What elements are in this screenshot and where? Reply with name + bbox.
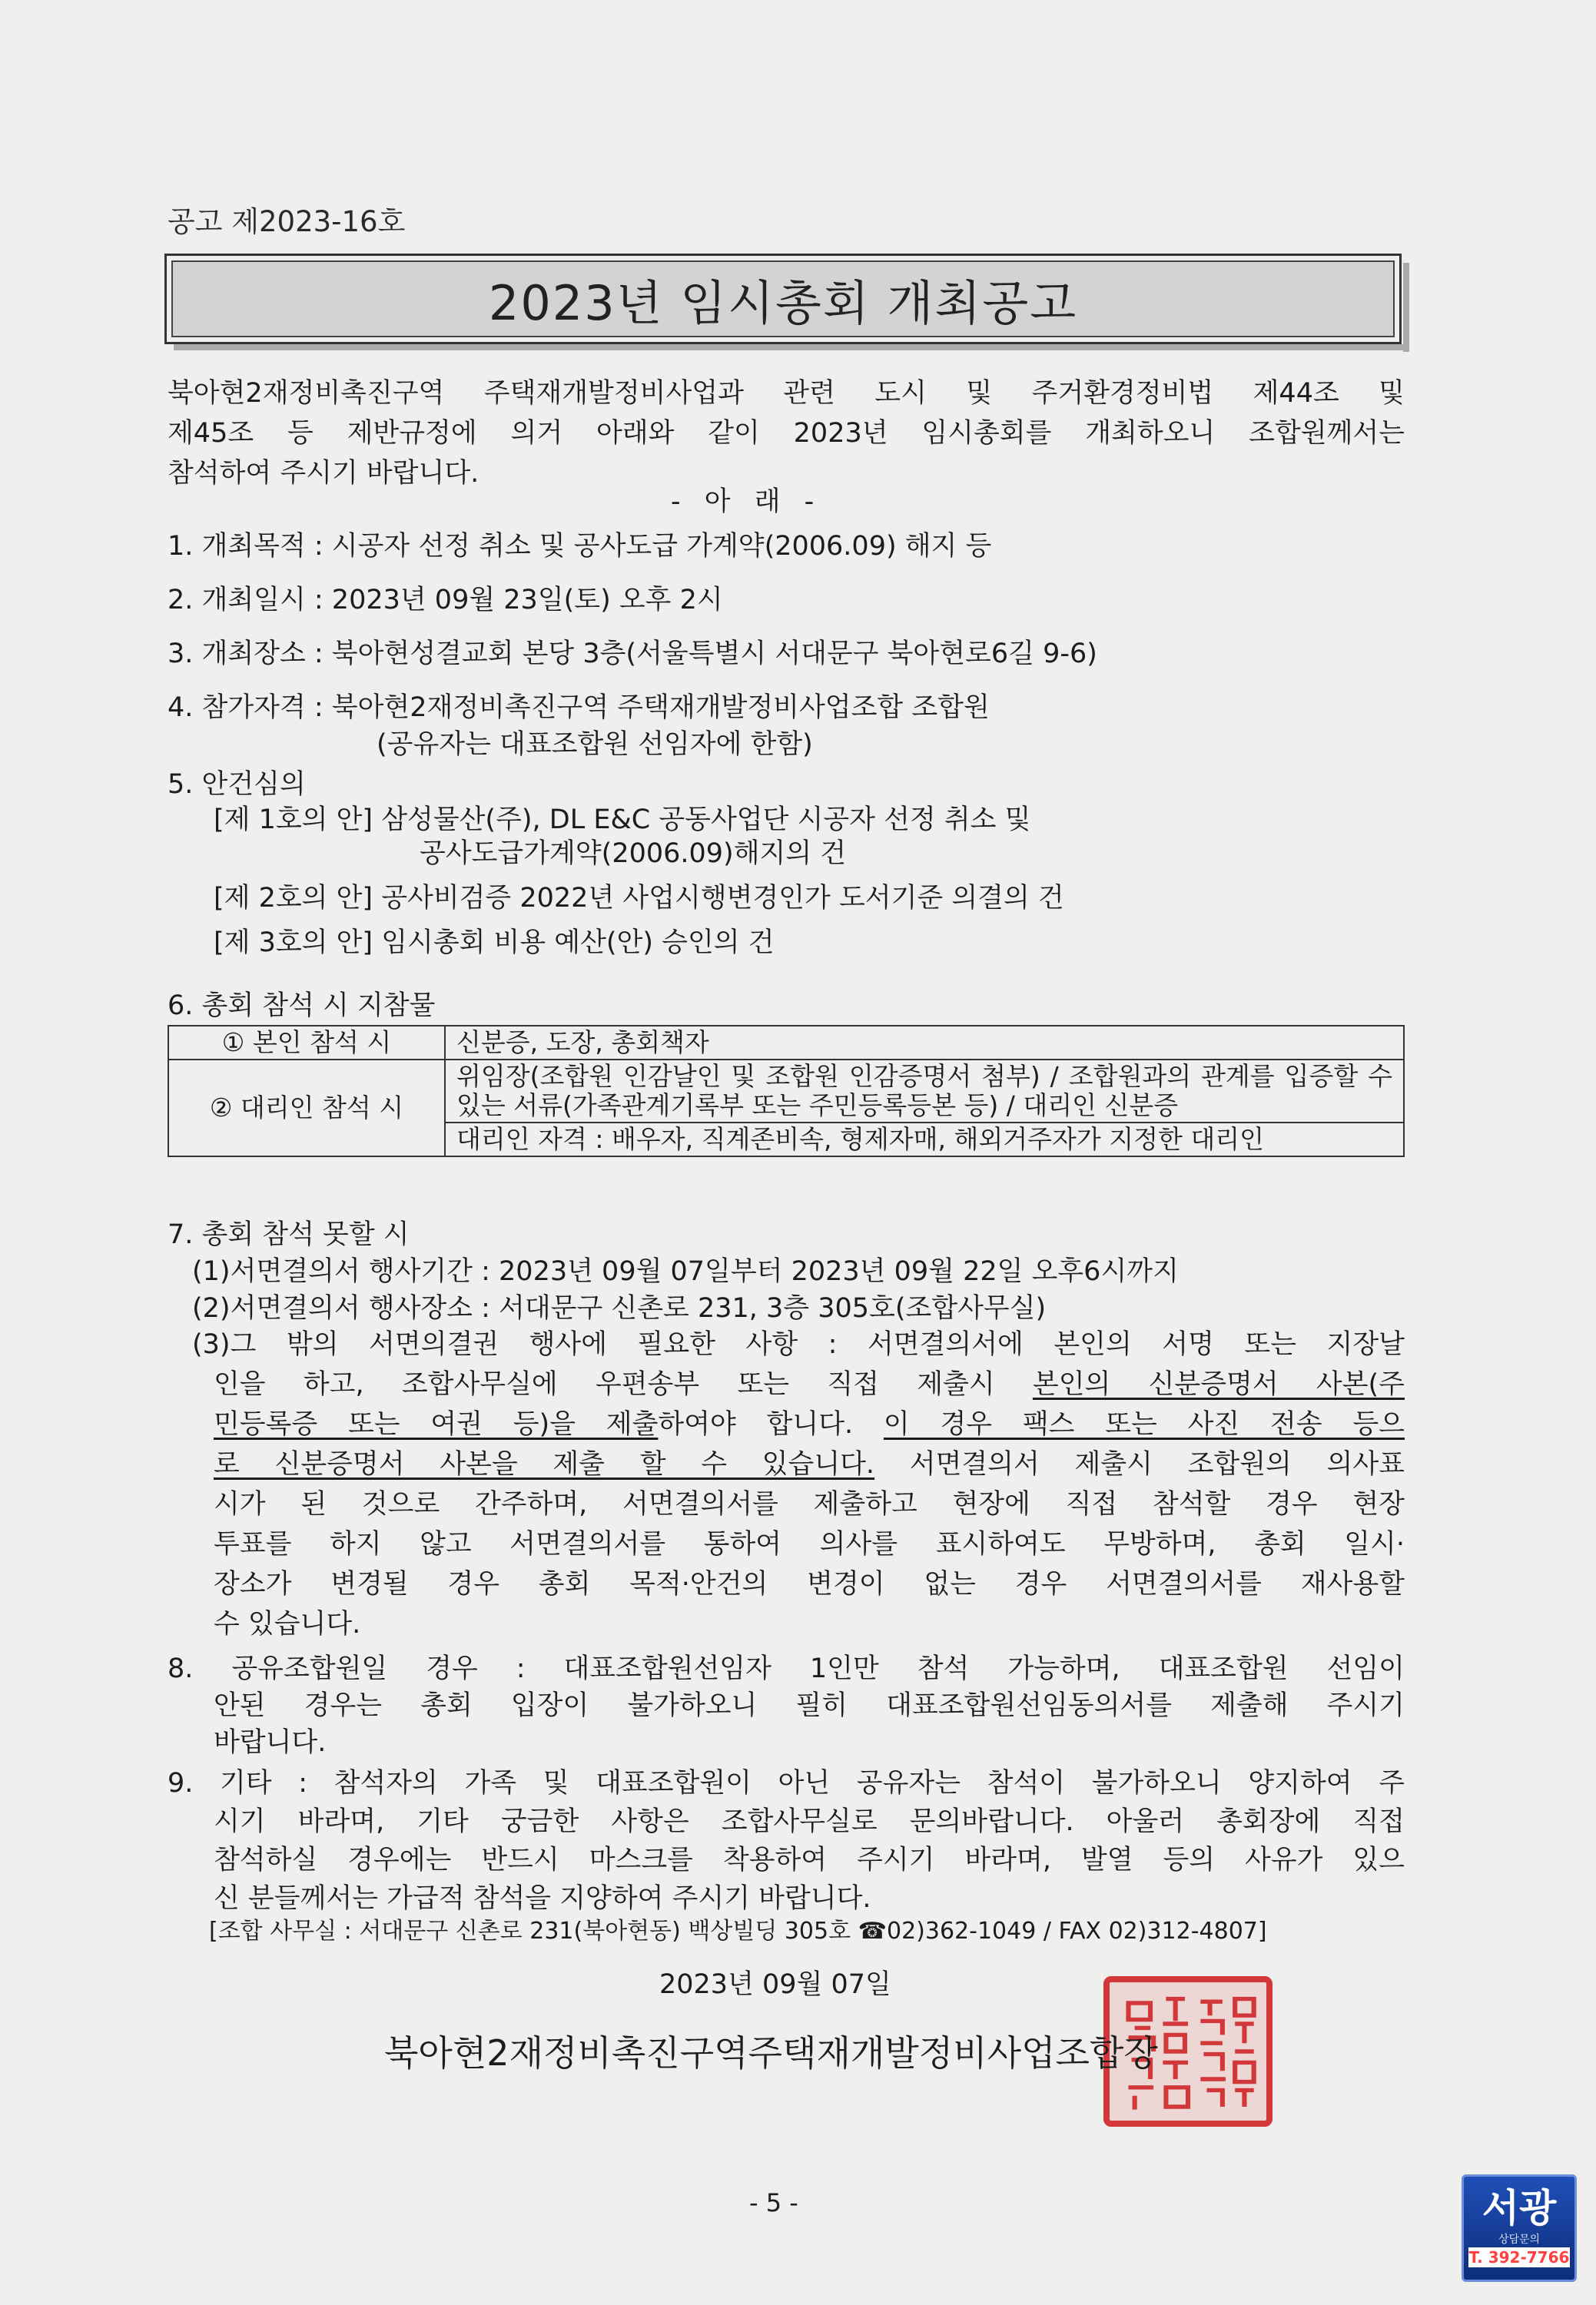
badge-tel: T. 392-7766	[1468, 2248, 1570, 2267]
item-place: 3. 개최장소 : 북아현성결교회 본당 3층(서울특별시 서대문구 북아현로6길 9-6)	[168, 638, 1097, 669]
notice-number: 공고 제2023-16호	[168, 205, 406, 238]
co-owner-notice	[168, 1650, 1405, 1761]
intro-line: 북아현2재정비촉진구역 주택재개발정비사업과 관련 도시 및 주거환경정비법 제44조 및	[168, 378, 1405, 409]
text-line: (3)그 밖의 서면의결권 행사에 필요한 사항 : 서면결의서에 본인의 서명 또는 지장날	[192, 1329, 1405, 1360]
badge-sub: 상담문의	[1498, 2234, 1541, 2246]
issue-date: 2023년 09월 07일	[659, 1969, 891, 2000]
text-line: 바랍니다.	[214, 1727, 327, 1758]
text-line: 장소가 변경될 경우 총회 목적·안건의 변경이 없는 경우 서면결의서를 재사용할	[214, 1569, 1405, 1600]
text-line: 시기 바라며, 기타 궁금한 사항은 조합사무실로 문의바랍니다. 아울러 총회장에 직접	[214, 1806, 1405, 1837]
table-cell: ① 본인 참석 시	[168, 1026, 445, 1060]
page-number: - 5 -	[749, 2188, 798, 2217]
title-shadow	[174, 344, 1409, 350]
item-datetime: 2. 개최일시 : 2023년 09월 23일(토) 오후 2시	[168, 585, 723, 615]
text-line: 수 있습니다.	[214, 1609, 361, 1640]
underlined-text: 이 경우 팩스 또는 사진 전송 등으	[883, 1409, 1405, 1440]
text-line	[214, 1444, 1405, 1484]
text-line: 시가 된 것으로 간주하며, 서면결의서를 제출하고 현장에 직접 참석할 경우 현장	[214, 1489, 1405, 1520]
page-title: 2023년 임시총회 개최공고	[171, 260, 1395, 337]
intro-line: 제45조 등 제반규정에 의거 아래와 같이 2023년 임시총회를 개최하오니 조합원께서는	[168, 418, 1405, 449]
item-purpose: 1. 개최목적 : 시공자 선정 취소 및 공사도급 가계약(2006.09) 해지 등	[168, 531, 992, 562]
table-cell: 위임장(조합원 인감날인 및 조합원 인감증명서 첨부) / 조합원과의 관계를 입증할 수 있는 서류(가족관계기록부 또는 주민등록등본 등) / 대리인 신분증	[445, 1060, 1404, 1123]
signatory: 북아현2재정비촉진구역주택재개발정비사업조합장	[384, 2032, 1158, 2074]
absence-period: (1)서면결의서 행사기간 : 2023년 09월 07일부터 2023년 09월 22일 오후6시까지	[192, 1256, 1179, 1287]
title-shadow	[1403, 263, 1409, 352]
text-span: 인을 하고, 조합사무실에 우편송부 또는 직접 제출시	[214, 1369, 1033, 1400]
agenda-heading: 5. 안건심의	[168, 769, 306, 800]
intro-line: 참석하여 주시기 바랍니다.	[168, 458, 479, 489]
absence-requirements	[192, 1325, 1405, 1644]
text-span: 서면결의서 제출시 조합원의 의사표	[874, 1449, 1405, 1480]
text-line	[214, 1365, 1405, 1405]
title-box	[164, 254, 1402, 344]
absence-heading: 7. 총회 참석 못할 시	[168, 1219, 410, 1250]
attendance-table	[168, 1025, 1405, 1157]
agenda-2: [제 2호의 안] 공사비검증 2022년 사업시행변경인가 도서기준 의결의 건	[214, 883, 1064, 914]
other-notice	[168, 1764, 1405, 1918]
table-cell: ② 대리인 참석 시	[168, 1060, 445, 1156]
text-line: 신 분들께서는 가급적 참석을 지양하여 주시기 바랍니다.	[214, 1883, 871, 1914]
below-marker: - 아 래 -	[671, 486, 822, 517]
text-line	[214, 1405, 1405, 1444]
text-line: 8. 공유조합원일 경우 : 대표조합원선임자 1인만 참석 가능하며, 대표조합원 선임이	[168, 1653, 1405, 1684]
text-line: 투표를 하지 않고 서면결의서를 통하여 의사를 표시하여도 무방하며, 총회 일시·	[214, 1529, 1405, 1560]
table-cell: 대리인 자격 : 배우자, 직계존비속, 형제자매, 해외거주자가 지정한 대리인	[445, 1123, 1404, 1156]
text-line: 참석하실 경우에는 반드시 마스크를 착용하여 주시기 바라며, 발열 등의 사유가 있으	[214, 1845, 1405, 1876]
underlined-text: 로 신분증명서 사본을 제출 할 수 있습니다.	[214, 1449, 875, 1480]
badge-name: 서광	[1482, 2186, 1557, 2230]
text-line: 9. 기타 : 참석자의 가족 및 대표조합원이 아닌 공유자는 참석이 불가하오니 양지하여 주	[168, 1768, 1405, 1799]
absence-place: (2)서면결의서 행사장소 : 서대문구 신촌로 231, 3층 305호(조합사무실)	[192, 1293, 1047, 1324]
intro-paragraph	[168, 373, 1405, 493]
underlined-text: 본인의 신분증명서 사본(주	[1032, 1369, 1405, 1400]
item-qualification: 4. 참가자격 : 북아현2재정비촉진구역 주택재개발정비사업조합 조합원	[168, 692, 990, 723]
publisher-badge	[1462, 2174, 1577, 2282]
table-cell: 신분증, 도장, 총회책자	[445, 1026, 1404, 1060]
text-span: 하여야 합니다.	[658, 1409, 884, 1440]
underlined-text: 민등록증 또는 여권 등)을 제출	[214, 1409, 659, 1440]
text-line: 안된 경우는 총회 입장이 불가하오니 필히 대표조합원선임동의서를 제출해 주시기	[214, 1690, 1405, 1721]
items-heading: 6. 총회 참석 시 지참물	[168, 990, 436, 1021]
table-row	[168, 1060, 1404, 1123]
item-qualification-note: (공유자는 대표조합원 선임자에 한함)	[377, 729, 813, 760]
agenda-3: [제 3호의 안] 임시총회 비용 예산(안) 승인의 건	[214, 927, 775, 958]
agenda-1-cont: 공사도급가계약(2006.09)해지의 건	[420, 838, 847, 869]
agenda-1: [제 1호의 안] 삼성물산(주), DL E&C 공동사업단 시공자 선정 취소 및	[214, 804, 1031, 835]
table-row	[168, 1026, 1404, 1060]
office-info: [조합 사무실 : 서대문구 신촌로 231(북아현동) 백상빌딩 305호 ☎02)362-1049 / FAX 02)312-4807]	[209, 1918, 1267, 1945]
